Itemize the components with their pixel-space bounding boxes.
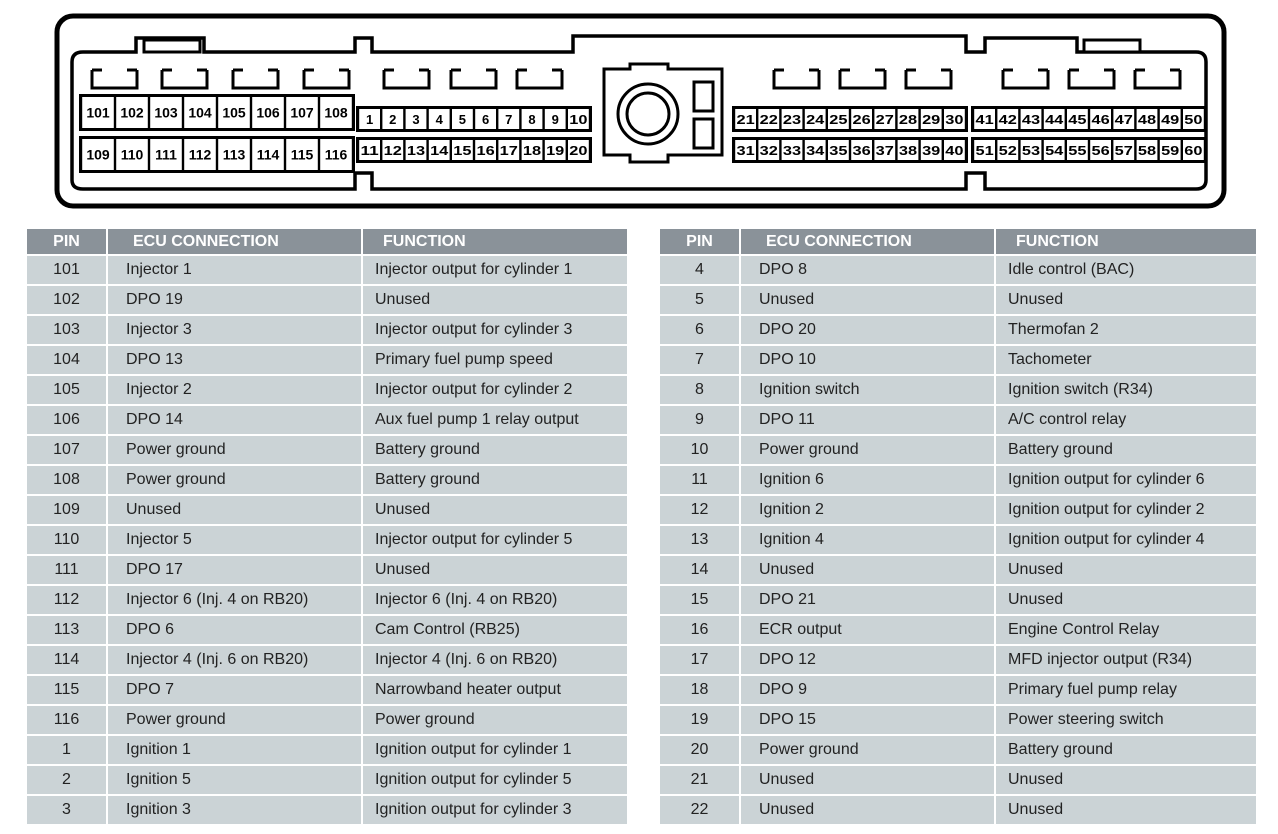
- row-pin: 11: [660, 464, 739, 494]
- row-pin: 106: [27, 404, 106, 434]
- table-row: [660, 614, 1256, 644]
- pin-label: 3: [412, 112, 420, 127]
- row-pin: 111: [27, 554, 106, 584]
- row-ecu-connection: Ignition 3: [106, 794, 361, 824]
- row-pin: 103: [27, 314, 106, 344]
- header-ecu-connection: ECU CONNECTION: [106, 229, 361, 254]
- table-row: [27, 554, 627, 584]
- pin-label: 50: [1184, 112, 1203, 127]
- pin-label: 12: [383, 143, 402, 158]
- table-row: [27, 284, 627, 314]
- ecu-connector-diagram: [0, 0, 1278, 215]
- pin-label: 111: [155, 146, 177, 163]
- table-row: [660, 524, 1256, 554]
- pin-label: 2: [389, 112, 397, 127]
- pin-label: 25: [829, 112, 848, 127]
- pin-label: 116: [324, 146, 348, 163]
- row-function: Power ground: [361, 704, 627, 734]
- pin-label: 108: [324, 104, 348, 121]
- row-function: Primary fuel pump speed: [361, 344, 627, 374]
- row-ecu-connection: DPO 12: [739, 644, 994, 674]
- table-row: [27, 404, 627, 434]
- row-pin: 17: [660, 644, 739, 674]
- row-ecu-connection: DPO 14: [106, 404, 361, 434]
- pin-label: 18: [522, 143, 542, 158]
- pin-label: 58: [1137, 143, 1157, 158]
- row-ecu-connection: DPO 9: [739, 674, 994, 704]
- key-slot-upper: [694, 82, 713, 111]
- pin-label: 110: [120, 146, 144, 163]
- pin-label: 20: [569, 143, 588, 158]
- row-function: Aux fuel pump 1 relay output: [361, 404, 627, 434]
- table-row: [660, 554, 1256, 584]
- pin-label: 34: [806, 143, 826, 158]
- row-pin: 8: [660, 374, 739, 404]
- pin-label: 36: [852, 143, 871, 158]
- key-slot-lower: [694, 119, 713, 148]
- table-row: [660, 764, 1256, 794]
- pin-label: 40: [945, 143, 964, 158]
- row-ecu-connection: DPO 20: [739, 314, 994, 344]
- table-row: [27, 464, 627, 494]
- pin-label: 109: [86, 146, 110, 163]
- row-function: Injector 6 (Inj. 4 on RB20): [361, 584, 627, 614]
- row-function: A/C control relay: [994, 404, 1256, 434]
- pin-label: 114: [256, 146, 280, 163]
- row-ecu-connection: Power ground: [739, 434, 994, 464]
- row-function: Unused: [994, 554, 1256, 584]
- row-ecu-connection: Ignition 2: [739, 494, 994, 524]
- row-ecu-connection: Unused: [739, 554, 994, 584]
- row-ecu-connection: DPO 21: [739, 584, 994, 614]
- row-pin: 110: [27, 524, 106, 554]
- table-row: [27, 434, 627, 464]
- row-function: Injector output for cylinder 1: [361, 254, 627, 284]
- row-ecu-connection: Ignition 4: [739, 524, 994, 554]
- pin-label: 56: [1091, 143, 1110, 158]
- pin-label: 37: [875, 143, 894, 158]
- row-function: Cam Control (RB25): [361, 614, 627, 644]
- row-function: Ignition output for cylinder 2: [994, 494, 1256, 524]
- row-function: Idle control (BAC): [994, 254, 1256, 284]
- pin-label: 52: [998, 143, 1017, 158]
- pin-label: 59: [1161, 143, 1180, 158]
- row-function: Battery ground: [994, 434, 1256, 464]
- table-row: [660, 674, 1256, 704]
- header-function: FUNCTION: [361, 229, 627, 254]
- row-ecu-connection: Injector 1: [106, 254, 361, 284]
- row-pin: 3: [27, 794, 106, 824]
- pin-label: 57: [1114, 143, 1133, 158]
- row-ecu-connection: Unused: [739, 284, 994, 314]
- row-function: Ignition output for cylinder 4: [994, 524, 1256, 554]
- row-function: Battery ground: [361, 434, 627, 464]
- pin-label: 30: [945, 112, 964, 127]
- table-row: [660, 254, 1256, 284]
- latch-slot-right: [1084, 40, 1140, 52]
- row-function: Unused: [361, 554, 627, 584]
- row-ecu-connection: DPO 6: [106, 614, 361, 644]
- table-row: [27, 314, 627, 344]
- row-pin: 116: [27, 704, 106, 734]
- table-row: [27, 524, 627, 554]
- row-pin: 4: [660, 254, 739, 284]
- pin-label: 38: [898, 143, 918, 158]
- pin-label: 39: [922, 143, 941, 158]
- row-ecu-connection: ECR output: [739, 614, 994, 644]
- center-bolt-inner: [627, 93, 669, 135]
- row-pin: 20: [660, 734, 739, 764]
- row-pin: 2: [27, 764, 106, 794]
- table-row: [27, 584, 627, 614]
- table-row: [660, 404, 1256, 434]
- row-pin: 115: [27, 674, 106, 704]
- pin-table-right: [660, 229, 1256, 824]
- row-function: Power steering switch: [994, 704, 1256, 734]
- row-ecu-connection: DPO 11: [739, 404, 994, 434]
- row-pin: 1: [27, 734, 106, 764]
- row-pin: 19: [660, 704, 739, 734]
- row-function: Ignition output for cylinder 1: [361, 734, 627, 764]
- row-pin: 104: [27, 344, 106, 374]
- row-function: Ignition switch (R34): [994, 374, 1256, 404]
- row-pin: 114: [27, 644, 106, 674]
- table-body: [27, 254, 627, 824]
- row-pin: 107: [27, 434, 106, 464]
- pin-label: 104: [188, 104, 212, 121]
- pin-label: 4: [435, 112, 443, 127]
- pin-label: 5: [458, 112, 467, 127]
- table-header-row: [660, 229, 1256, 254]
- pin-label: 46: [1091, 112, 1110, 127]
- row-ecu-connection: DPO 7: [106, 674, 361, 704]
- row-function: Narrowband heater output: [361, 674, 627, 704]
- row-ecu-connection: Ignition switch: [739, 374, 994, 404]
- row-function: Unused: [994, 764, 1256, 794]
- row-function: Unused: [994, 794, 1256, 824]
- pin-label: 1: [365, 112, 374, 127]
- row-ecu-connection: Ignition 5: [106, 764, 361, 794]
- table-row: [660, 734, 1256, 764]
- pin-label: 23: [782, 112, 802, 127]
- row-ecu-connection: Unused: [739, 764, 994, 794]
- row-pin: 7: [660, 344, 739, 374]
- header-pin: PIN: [660, 229, 739, 254]
- row-pin: 12: [660, 494, 739, 524]
- table-row: [660, 704, 1256, 734]
- row-function: MFD injector output (R34): [994, 644, 1256, 674]
- pin-label: 44: [1045, 112, 1065, 127]
- pin-label: 21: [736, 112, 755, 127]
- table-row: [660, 644, 1256, 674]
- pin-label: 49: [1161, 112, 1180, 127]
- table-row: [27, 644, 627, 674]
- table-row: [27, 794, 627, 824]
- row-pin: 6: [660, 314, 739, 344]
- row-ecu-connection: DPO 19: [106, 284, 361, 314]
- table-row: [27, 674, 627, 704]
- row-function: Battery ground: [994, 734, 1256, 764]
- row-pin: 21: [660, 764, 739, 794]
- row-function: Thermofan 2: [994, 314, 1256, 344]
- row-ecu-connection: Power ground: [106, 434, 361, 464]
- table-row: [27, 734, 627, 764]
- table-row: [27, 344, 627, 374]
- row-pin: 109: [27, 494, 106, 524]
- row-function: Ignition output for cylinder 6: [994, 464, 1256, 494]
- row-function: Battery ground: [361, 464, 627, 494]
- row-pin: 18: [660, 674, 739, 704]
- table-row: [660, 464, 1256, 494]
- pin-label: 7: [505, 112, 513, 127]
- pin-label: 113: [222, 146, 246, 163]
- pin-label: 17: [499, 143, 518, 158]
- row-ecu-connection: Injector 2: [106, 374, 361, 404]
- pin-label: 47: [1114, 112, 1133, 127]
- row-ecu-connection: Power ground: [106, 464, 361, 494]
- pin-label: 54: [1045, 143, 1065, 158]
- pin-label: 43: [1021, 112, 1041, 127]
- pin-label: 35: [829, 143, 848, 158]
- row-ecu-connection: Unused: [739, 794, 994, 824]
- pin-label: 16: [476, 143, 495, 158]
- pin-label: 112: [188, 146, 212, 163]
- table-row: [660, 284, 1256, 314]
- row-function: Injector output for cylinder 5: [361, 524, 627, 554]
- row-pin: 101: [27, 254, 106, 284]
- pin-label: 8: [528, 112, 536, 127]
- table-body: [660, 254, 1256, 824]
- row-ecu-connection: Ignition 1: [106, 734, 361, 764]
- pin-label: 29: [922, 112, 941, 127]
- pin-label: 42: [998, 112, 1017, 127]
- pin-label: 27: [875, 112, 894, 127]
- pin-label: 53: [1021, 143, 1041, 158]
- row-pin: 13: [660, 524, 739, 554]
- row-function: Injector output for cylinder 2: [361, 374, 627, 404]
- pin-label: 105: [222, 104, 246, 121]
- pin-label: 60: [1184, 143, 1203, 158]
- pin-label: 19: [546, 143, 565, 158]
- row-function: Unused: [994, 284, 1256, 314]
- pin-label: 13: [406, 143, 426, 158]
- row-function: Engine Control Relay: [994, 614, 1256, 644]
- row-pin: 102: [27, 284, 106, 314]
- pin-label: 22: [759, 112, 778, 127]
- row-function: Primary fuel pump relay: [994, 674, 1256, 704]
- table-row: [660, 344, 1256, 374]
- row-pin: 10: [660, 434, 739, 464]
- pin-label: 51: [975, 143, 994, 158]
- pin-label: 41: [975, 112, 994, 127]
- row-pin: 113: [27, 614, 106, 644]
- pin-label: 55: [1068, 143, 1087, 158]
- pin-label: 115: [290, 146, 314, 163]
- pin-label: 103: [154, 104, 178, 121]
- table-row: [27, 254, 627, 284]
- table-row: [660, 374, 1256, 404]
- table-row: [27, 614, 627, 644]
- row-pin: 16: [660, 614, 739, 644]
- row-function: Ignition output for cylinder 5: [361, 764, 627, 794]
- table-row: [660, 314, 1256, 344]
- table-row: [27, 494, 627, 524]
- row-function: Ignition output for cylinder 3: [361, 794, 627, 824]
- row-pin: 5: [660, 284, 739, 314]
- row-ecu-connection: DPO 8: [739, 254, 994, 284]
- pin-label: 106: [256, 104, 280, 121]
- pin-label: 48: [1137, 112, 1157, 127]
- table-row: [660, 434, 1256, 464]
- pin-label: 11: [360, 143, 379, 158]
- row-pin: 105: [27, 374, 106, 404]
- row-pin: 22: [660, 794, 739, 824]
- row-pin: 112: [27, 584, 106, 614]
- table-row: [27, 704, 627, 734]
- header-ecu-connection: ECU CONNECTION: [739, 229, 994, 254]
- row-ecu-connection: DPO 10: [739, 344, 994, 374]
- row-function: Unused: [361, 284, 627, 314]
- row-ecu-connection: Injector 3: [106, 314, 361, 344]
- pin-label: 9: [551, 112, 559, 127]
- latch-slot-left: [144, 40, 200, 52]
- row-pin: 108: [27, 464, 106, 494]
- pin-label: 31: [736, 143, 755, 158]
- table-header-row: [27, 229, 627, 254]
- row-ecu-connection: Unused: [106, 494, 361, 524]
- row-function: Injector 4 (Inj. 6 on RB20): [361, 644, 627, 674]
- pin-label: 33: [782, 143, 802, 158]
- pin-label: 10: [569, 112, 588, 127]
- row-pin: 9: [660, 404, 739, 434]
- table-row: [660, 494, 1256, 524]
- pin-label: 26: [852, 112, 871, 127]
- pin-label: 107: [290, 104, 314, 121]
- table-row: [660, 584, 1256, 614]
- row-ecu-connection: DPO 13: [106, 344, 361, 374]
- row-ecu-connection: Power ground: [739, 734, 994, 764]
- table-row: [27, 374, 627, 404]
- center-key-block: [604, 64, 722, 162]
- row-ecu-connection: DPO 17: [106, 554, 361, 584]
- row-pin: 15: [660, 584, 739, 614]
- row-ecu-connection: Injector 4 (Inj. 6 on RB20): [106, 644, 361, 674]
- row-function: Tachometer: [994, 344, 1256, 374]
- row-ecu-connection: Injector 5: [106, 524, 361, 554]
- row-pin: 14: [660, 554, 739, 584]
- header-pin: PIN: [27, 229, 106, 254]
- row-function: Unused: [361, 494, 627, 524]
- pin-label: 6: [481, 112, 490, 127]
- table-row: [27, 764, 627, 794]
- row-ecu-connection: Ignition 6: [739, 464, 994, 494]
- table-row: [660, 794, 1256, 824]
- pin-label: 14: [430, 143, 450, 158]
- row-ecu-connection: DPO 15: [739, 704, 994, 734]
- row-ecu-connection: Injector 6 (Inj. 4 on RB20): [106, 584, 361, 614]
- pin-label: 32: [759, 143, 778, 158]
- pin-label: 15: [453, 143, 472, 158]
- row-function: Unused: [994, 584, 1256, 614]
- row-function: Injector output for cylinder 3: [361, 314, 627, 344]
- pin-label: 101: [86, 104, 110, 121]
- pin-label: 28: [898, 112, 918, 127]
- pin-label: 102: [120, 104, 144, 121]
- pin-label: 45: [1068, 112, 1087, 127]
- row-ecu-connection: Power ground: [106, 704, 361, 734]
- pin-table-left: [27, 229, 627, 824]
- pin-label: 24: [806, 112, 826, 127]
- header-function: FUNCTION: [994, 229, 1256, 254]
